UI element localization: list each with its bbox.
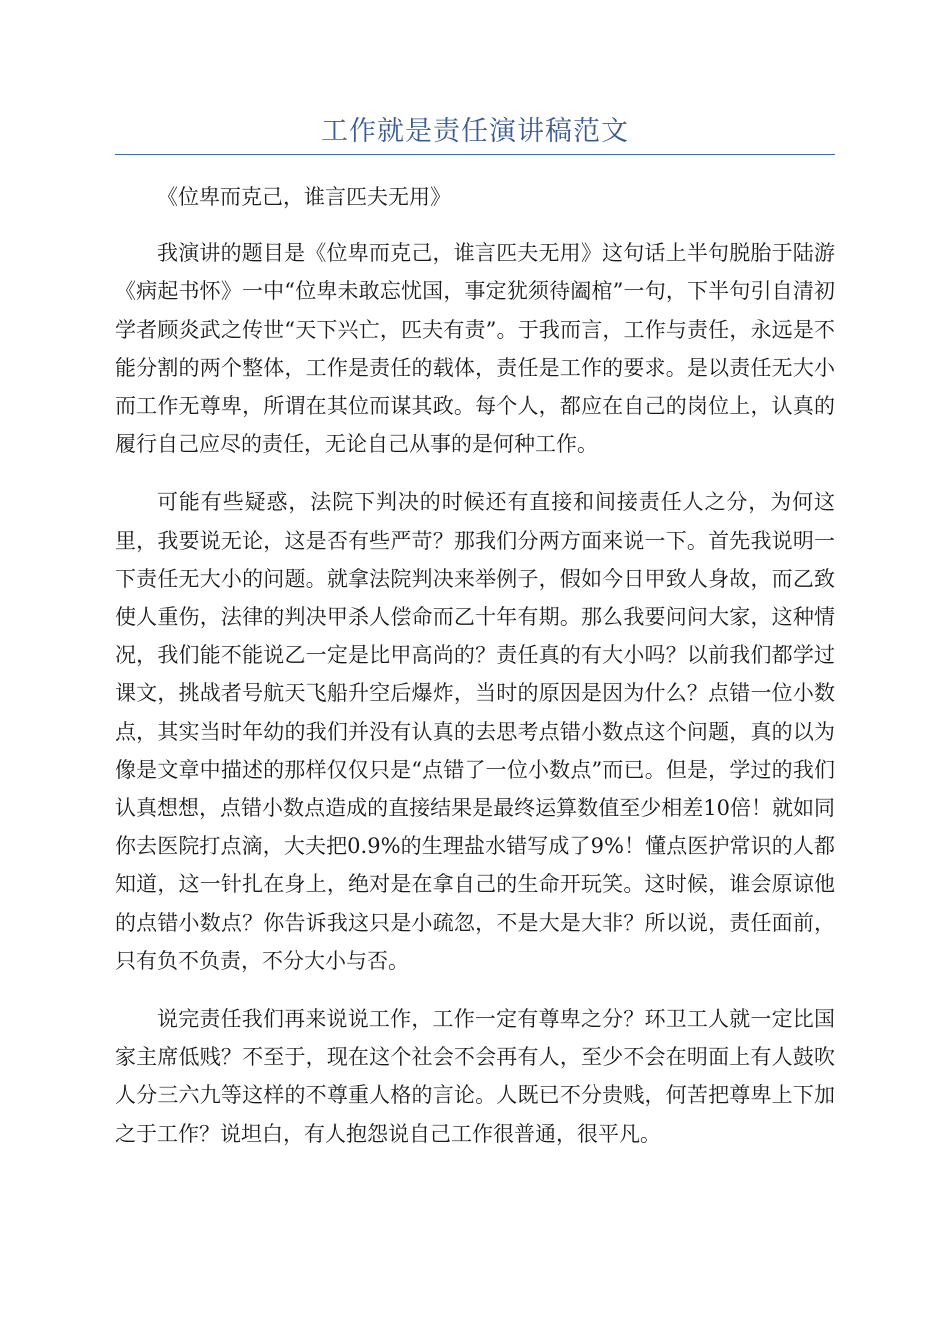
speech-subtitle: 《位卑而克己，谁言匹夫无用》 <box>157 185 451 209</box>
paragraph-1: 我演讲的题目是《位卑而克己，谁言匹夫无用》这句话上半句脱胎于陆游《病起书怀》一中“位卑未敢忘忧国，事定犹须待阖棺”一句，下半句引自清初学者顾炎武之传世“天下兴亡，匹夫有责”。于我而言，工作与责任，永远是不能分割的两个整体，工作是责任的载体，责任是工作的要求。是以责任无大小而工作无尊卑，所谓在其位而谋其政。每个人，都应在自己的岗位上，认真的履行自己应尽的责任，无论自己从事的是何种工作。 <box>115 241 835 457</box>
title-divider <box>115 154 835 155</box>
paragraph-3: 说完责任我们再来说说工作，工作一定有尊卑之分？环卫工人就一定比国家主席低贱？不至于，现在这个社会不会再有人，至少不会在明面上有人鼓吹人分三六九等这样的不尊重人格的言论。人既已不分贵贱，何苦把尊卑上下加之于工作？说坦白，有人抱怨说自己工作很普通，很平凡。 <box>115 1007 835 1146</box>
document-body <box>115 178 835 1173</box>
document-title: 工作就是责任演讲稿范文 <box>321 116 629 147</box>
paragraph-2: 可能有些疑惑，法院下判决的时候还有直接和间接责任人之分，为何这里，我要说无论，这是否有些严苛？那我们分两方面来说一下。首先我说明一下责任无大小的问题。就拿法院判决来举例子，假如今日甲致人身故，而乙致使人重伤，法律的判决甲杀人偿命而乙十年有期。那么我要问问大家，这种情况，我们能不能说乙一定是比甲高尚的？责任真的有大小吗？以前我们都学过课文，挑战者号航天飞船升空后爆炸，当时的原因是因为什么？点错一位小数点，其实当时年幼的我们并没有认真的去思考点错小数点这个问题，真的以为像是文章中描述的那样仅仅只是“点错了一位小数点”而已。但是，学过的我们认真想想，点错小数点造成的直接结果是最终运算数值至少相差10倍！就如同你去医院打点滴，大夫把0.9%的生理盐水错写成了9%！懂点医护常识的人都知道，这一针扎在身上，绝对是在拿自己的生命开玩笑。这时候，谁会原谅他的点错小数点？你告诉我这只是小疏忽，不是大是大非？所以说，责任面前，只有负不负责，不分大小与否。 <box>115 490 835 973</box>
